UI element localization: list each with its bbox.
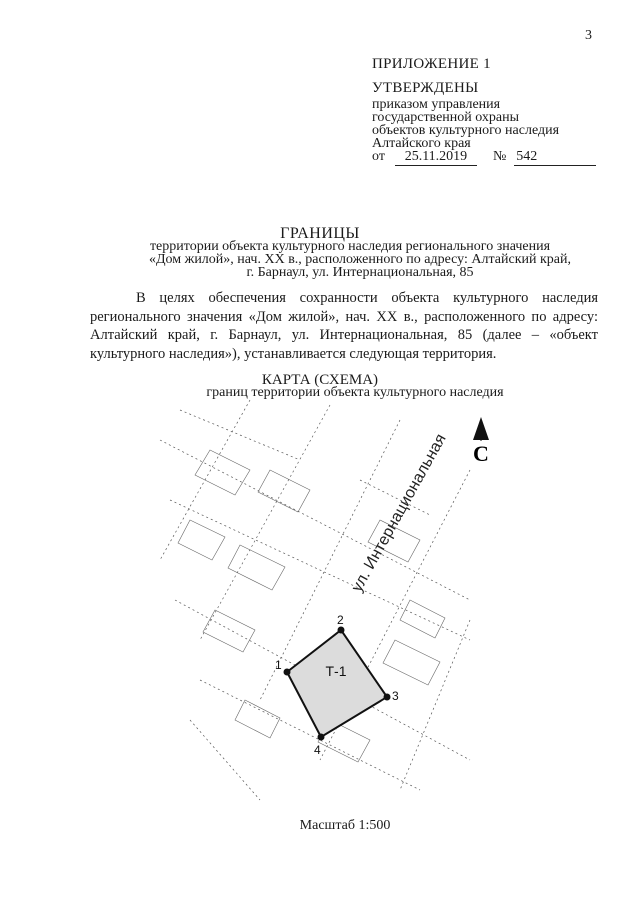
boundary-point-2 [338,627,345,634]
map-title: КАРТА (СХЕМА) [261,372,379,388]
point-label-1: 1 [275,658,282,672]
date-prefix: от [372,149,385,164]
map-scale: Масштаб 1:500 [299,818,391,833]
point-label-3: 3 [392,689,399,703]
document-title: ГРАНИЦЫ [280,225,360,242]
order-line-3: объектов культурного наследия [372,123,560,138]
appendix-label: ПРИЛОЖЕНИЕ 1 [372,56,491,72]
boundary-point-4 [318,734,325,741]
order-date: 25.11.2019 [395,149,477,166]
point-label-2: 2 [337,613,344,627]
boundary-point-1 [284,669,291,676]
approved-label: УТВЕРЖДЕНЫ [372,80,479,96]
order-number: 542 [514,149,596,166]
number-label: № [492,149,507,164]
subtitle-line-2: «Дом жилой», нач. XX в., расположенного по адресу: Алтайский край, [149,252,571,267]
order-line-2: государственной охраны [372,110,520,125]
page-number: 3 [585,28,592,43]
north-label: С [473,441,489,466]
body-paragraph: В целях обеспечения сохранности объекта культурного наследия регионального значения «Дом жилой», нач. XX в., расположенного по адресу: Алтайский край, г. Барнаул, ул. Интернациональная, 85 (далее – «объект культурного наследия»), устанавливается следующая территория. [90,290,598,362]
point-label-4: 4 [314,743,321,757]
order-line-4: Алтайского края [372,136,471,151]
boundary-point-3 [384,694,391,701]
territory-polygon [287,630,387,737]
subtitle-line-3: г. Барнаул, ул. Интернациональная, 85 [246,265,474,280]
order-line-1: приказом управления [372,97,501,112]
territory-label: Т-1 [325,663,347,679]
subtitle-line-1: территории объекта культурного наследия регионального значения [149,239,551,254]
map-subtitle: границ территории объекта культурного наследия [206,385,504,400]
north-arrow [473,417,489,441]
street-label: ул. Интернациональная [348,431,450,595]
